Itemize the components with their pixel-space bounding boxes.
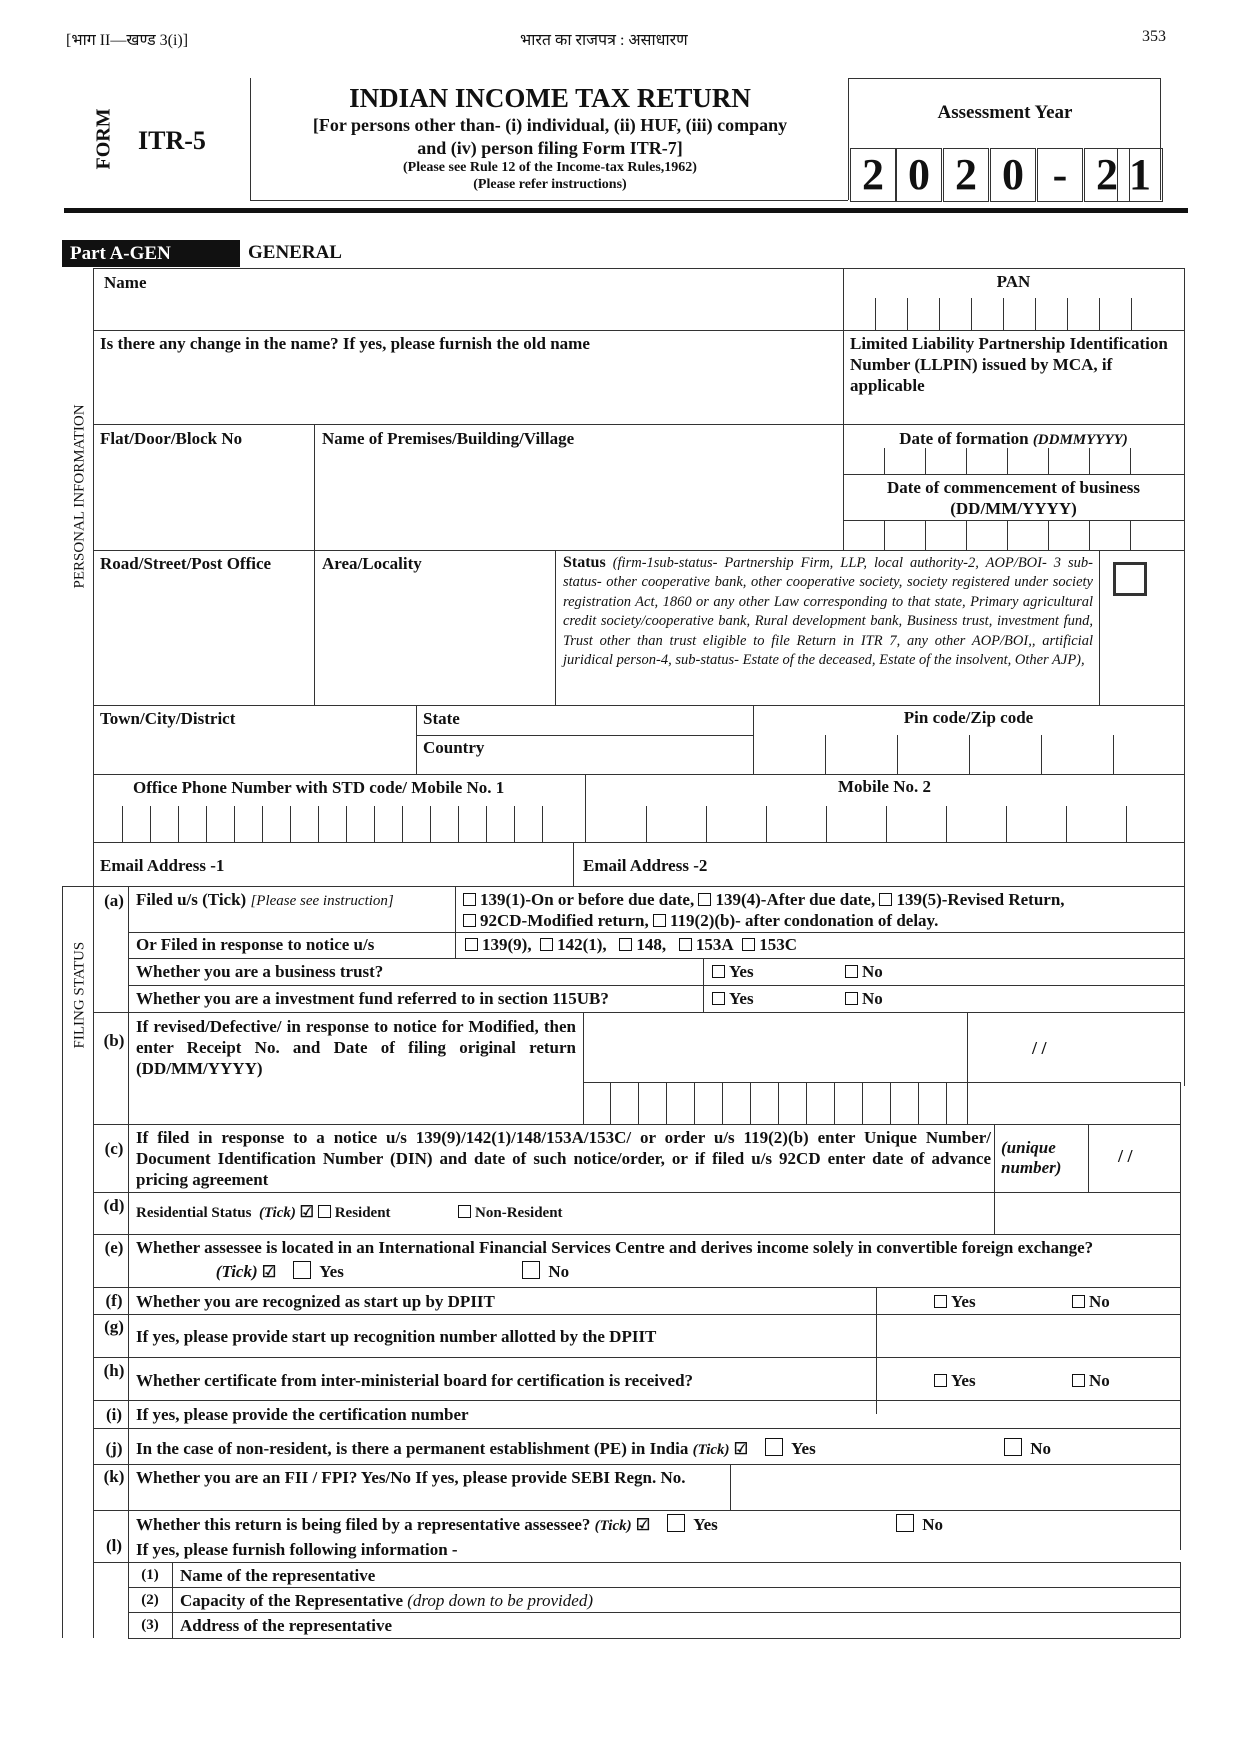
din-date[interactable]: / / bbox=[1118, 1146, 1133, 1166]
startup-question: Whether you are recognized as start up by DPIIT bbox=[136, 1292, 495, 1311]
checkbox-notice-139-9[interactable] bbox=[465, 938, 478, 951]
filed-us-options: 139(1)-On or before due date, 139(4)-After due date, 139(5)-Revised Return, 92CD-Modified return, 119(2)(b)- after condonation of delay. bbox=[463, 889, 1065, 931]
running-header-left: [भाग II—खण्ड 3(i)] bbox=[66, 32, 189, 49]
email1-label: Email Address -1 bbox=[100, 856, 225, 875]
row-b-label: (b) bbox=[103, 1031, 125, 1050]
page-number: 353 bbox=[1142, 28, 1166, 45]
ay-digit: 0 bbox=[990, 148, 1036, 202]
row-g-label: (g) bbox=[104, 1317, 124, 1336]
part-title: GENERAL bbox=[248, 242, 342, 263]
notice-options: 139(9), 142(1), 148, 153A 153C bbox=[465, 934, 797, 955]
checkbox-notice-142-1[interactable] bbox=[540, 938, 553, 951]
notice-label: Or Filed in response to notice u/s bbox=[136, 935, 375, 954]
mobile2-label: Mobile No. 2 bbox=[837, 777, 932, 796]
row-f-label: (f) bbox=[105, 1291, 123, 1310]
business-trust-question: Whether you are a business trust? bbox=[136, 962, 384, 981]
startup-number-field[interactable] bbox=[880, 1318, 1176, 1353]
checkbox-139-4[interactable] bbox=[698, 893, 711, 906]
checkbox-139-5[interactable] bbox=[879, 893, 892, 906]
ifsc-options: (Tick) ☑ Yes No bbox=[215, 1262, 570, 1281]
representative-sub: If yes, please furnish following information - bbox=[136, 1540, 458, 1559]
town-label: Town/City/District bbox=[100, 709, 236, 728]
pe-question: In the case of non-resident, is there a permanent establishment (PE) in India (Tick) ☑ Yes No bbox=[136, 1439, 1051, 1458]
ifsc-yes-checkbox[interactable] bbox=[293, 1261, 311, 1279]
row-a-label: (a) bbox=[104, 891, 124, 910]
row-c-label: (c) bbox=[104, 1139, 124, 1158]
investment-fund-yes[interactable]: Yes bbox=[712, 988, 754, 1009]
name-change-label: Is there any change in the name? If yes, please furnish the old name bbox=[100, 334, 590, 353]
revised-return-label: If revised/Defective/ in response to notice for Modified, then enter Receipt No. and Date of filing original return (DD/MM/YYYY) bbox=[136, 1017, 576, 1078]
representative-no-checkbox[interactable] bbox=[896, 1514, 914, 1532]
ay-digit: 2 bbox=[1084, 148, 1130, 202]
ticked-box-icon: ☑ bbox=[299, 1204, 314, 1221]
rep-capacity-label[interactable]: Capacity of the Representative (drop down to be provided) bbox=[180, 1591, 593, 1610]
running-header-center: भारत का राजपत्र : असाधारण bbox=[520, 32, 688, 49]
revised-date[interactable]: / / bbox=[1032, 1038, 1047, 1058]
residential-status: Residential Status (Tick) ☑ Resident Non-Resident bbox=[136, 1204, 563, 1221]
office-phone-label: Office Phone Number with STD code/ Mobile No. 1 bbox=[133, 778, 505, 797]
ifsc-no-checkbox[interactable] bbox=[522, 1261, 540, 1279]
startup-number-label: If yes, please provide start up recognition number allotted by the DPIIT bbox=[136, 1327, 657, 1346]
rep-item-number: (2) bbox=[141, 1592, 159, 1608]
checkbox-non-resident[interactable] bbox=[458, 1205, 471, 1218]
checkbox-notice-153a[interactable] bbox=[679, 938, 692, 951]
checkbox-119-2-b[interactable] bbox=[653, 914, 666, 927]
email2-label: Email Address -2 bbox=[583, 856, 708, 875]
form-code: ITR-5 bbox=[138, 126, 206, 155]
business-trust-no[interactable]: No bbox=[845, 961, 883, 982]
llpin-label: Limited Liability Partnership Identification Number (LLPIN) issued by MCA, if applicable bbox=[850, 334, 1168, 395]
row-d-label: (d) bbox=[103, 1196, 125, 1215]
row-i-label: (i) bbox=[105, 1405, 123, 1424]
form-subtitle-1: [For persons other than- (i) individual, (ii) HUF, (iii) company bbox=[312, 115, 788, 135]
certification-number-label: If yes, please provide the certification number bbox=[136, 1405, 469, 1424]
date-of-formation-label: Date of formation (DDMMYYYY) bbox=[899, 429, 1128, 448]
investment-fund-no[interactable]: No bbox=[845, 988, 883, 1009]
ay-digit: 1 bbox=[1117, 148, 1163, 202]
rep-name-label: Name of the representative bbox=[180, 1566, 376, 1585]
filed-us-label: Filed u/s (Tick) [Please see instruction] bbox=[136, 890, 394, 909]
ay-digit: 2 bbox=[850, 148, 896, 202]
side-label-filing: FILING STATUS bbox=[71, 941, 88, 1049]
checkbox-notice-148[interactable] bbox=[619, 938, 632, 951]
form-subtitle-2: and (iv) person filing Form ITR-7] bbox=[417, 138, 683, 158]
representative-question: Whether this return is being filed by a representative assessee? (Tick) ☑ Yes No bbox=[136, 1515, 944, 1534]
startup-no[interactable]: No bbox=[1072, 1291, 1110, 1312]
ay-digit: 0 bbox=[896, 148, 942, 202]
area-label: Area/Locality bbox=[322, 554, 422, 573]
investment-fund-question: Whether you are a investment fund referred to in section 115UB? bbox=[136, 989, 609, 1008]
fii-question: Whether you are an FII / FPI? Yes/No If yes, please provide SEBI Regn. No. bbox=[136, 1468, 686, 1487]
certificate-question: Whether certificate from inter-ministerial board for certification is received? bbox=[136, 1371, 694, 1390]
notice-din-label: If filed in response to a notice u/s 139(9)/142(1)/148/153A/153C/ or order u/s 119(2)(b) enter Unique Number/ Document Identification Number (DIN) and date of such notice/order, or if filed u/s 92CD enter date of advance pricing agreement bbox=[136, 1128, 991, 1189]
checkbox-139-1[interactable] bbox=[463, 893, 476, 906]
country-label: Country bbox=[423, 738, 485, 757]
row-e-label: (e) bbox=[104, 1238, 124, 1257]
form-title: INDIAN INCOME TAX RETURN bbox=[349, 83, 751, 113]
date-of-commencement-label: Date of commencement of business (DD/MM/YYYY) bbox=[886, 478, 1141, 518]
state-label: State bbox=[423, 709, 460, 728]
road-label: Road/Street/Post Office bbox=[100, 554, 272, 573]
status-description: Status (firm-1sub-status- Partnership Firm, LLP, local authority-2, AOP/BOI- 3 sub-status- other cooperative bank, other cooperative society, society registered under society registration Act, 1860 or any other Law corresponding to that state, Primary agricultural credit society/cooperative bank, Rural development bank, Business trust, investment fund, Trust other than trust eligible to file Return in ITR 7, any other AOP/BOI,, artificial juridical person-4, sub-status- Estate of the deceased, Estate of the insolvent, Other AJP), bbox=[563, 554, 1094, 669]
instructions-note: (Please refer instructions) bbox=[473, 177, 627, 192]
business-trust-yes[interactable]: Yes bbox=[712, 961, 754, 982]
row-j-label: (j) bbox=[105, 1439, 123, 1458]
part-label: Part A-GEN bbox=[62, 240, 240, 267]
rep-address-label: Address of the representative bbox=[180, 1616, 393, 1635]
ifsc-question: Whether assessee is located in an International Financial Services Centre and derives income solely in convertible foreign exchange? bbox=[136, 1238, 1094, 1257]
status-box[interactable] bbox=[1113, 562, 1147, 596]
premises-label: Name of Premises/Building/Village bbox=[322, 429, 575, 448]
pan-label: PAN bbox=[996, 272, 1031, 291]
flat-label: Flat/Door/Block No bbox=[100, 429, 243, 448]
row-l-label: (l) bbox=[105, 1536, 123, 1555]
unique-number-label: (unique number) bbox=[1001, 1138, 1062, 1177]
pan-field[interactable] bbox=[848, 298, 1178, 328]
certificate-no[interactable]: No bbox=[1072, 1370, 1110, 1391]
assessment-year-label: Assessment Year bbox=[937, 102, 1073, 123]
pe-yes-checkbox[interactable] bbox=[765, 1438, 783, 1456]
ay-digit: 2 bbox=[943, 148, 989, 202]
row-k-label: (k) bbox=[103, 1467, 125, 1486]
pe-no-checkbox[interactable] bbox=[1004, 1438, 1022, 1456]
rep-item-number: (1) bbox=[141, 1567, 159, 1583]
sebi-regn-field[interactable] bbox=[734, 1468, 1174, 1506]
row-h-label: (h) bbox=[103, 1361, 125, 1380]
rule-note: (Please see Rule 12 of the Income-tax Rules,1962) bbox=[403, 160, 697, 175]
certificate-yes[interactable]: Yes bbox=[934, 1370, 976, 1391]
startup-yes[interactable]: Yes bbox=[934, 1291, 976, 1312]
side-label-personal: PERSONAL INFORMATION bbox=[71, 404, 88, 589]
title-rule bbox=[64, 208, 1188, 213]
form-word: FORM bbox=[92, 108, 115, 170]
checkbox-resident[interactable] bbox=[318, 1205, 331, 1218]
name-label: Name bbox=[104, 273, 147, 292]
ay-digit: - bbox=[1037, 148, 1083, 202]
representative-yes-checkbox[interactable] bbox=[667, 1514, 685, 1532]
checkbox-notice-153c[interactable] bbox=[742, 938, 755, 951]
rep-item-number: (3) bbox=[141, 1617, 159, 1633]
pin-label: Pin code/Zip code bbox=[903, 708, 1034, 727]
checkbox-92cd[interactable] bbox=[463, 914, 476, 927]
